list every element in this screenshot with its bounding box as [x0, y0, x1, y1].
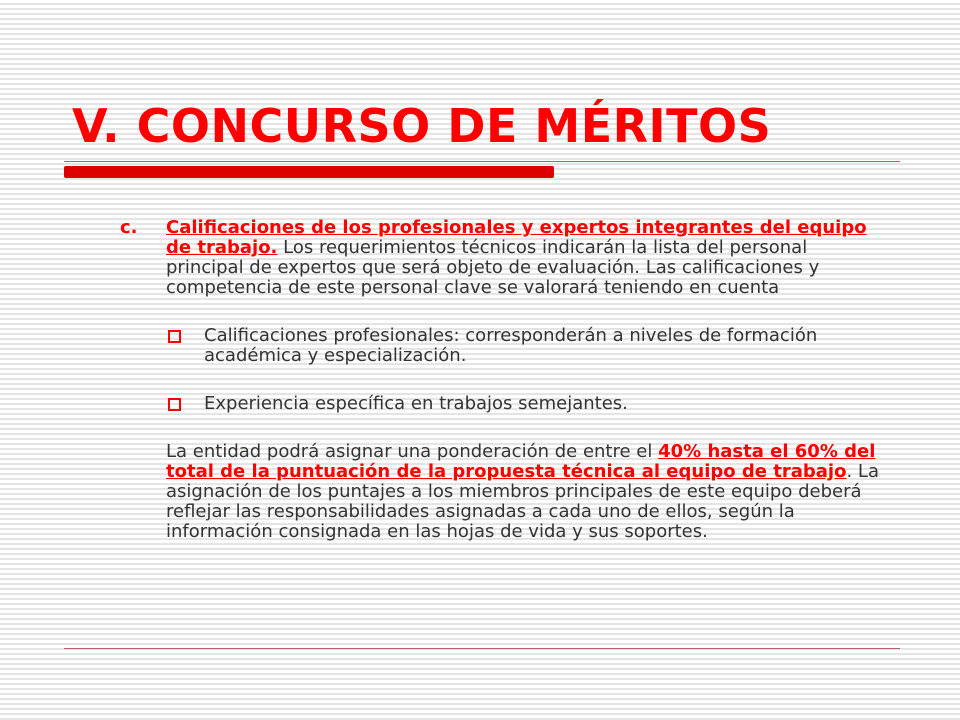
square-bullet-icon	[168, 398, 181, 411]
slide-title: V. CONCURSO DE MÉRITOS	[72, 99, 772, 153]
title-accent-bar	[64, 166, 554, 178]
paragraph-highlight: 40% hasta el 60% del total de la puntuación de la propuesta técnica al equipo de trabajo	[166, 441, 876, 482]
bottom-divider-line	[64, 648, 900, 649]
item-c-text: Los requerimientos técnicos indicarán la lista del personal principal de expertos que será objeto de evaluación. Las calificaciones y competencia de este personal clave se valorará teniendo en cuenta	[166, 237, 820, 298]
paragraph-text-after: . La asignación de los puntajes a los miembros principales de este equipo deberá reflejar las responsabilidades asignadas a cada uno de ellos, según la información consignada en las hojas de vida y sus soportes.	[166, 461, 879, 542]
list-marker-c: c.	[120, 217, 138, 238]
bullet-text: Experiencia específica en trabajos semejantes.	[204, 393, 628, 414]
slide-content	[120, 218, 890, 542]
item-c-heading: Calificaciones de los profesionales y expertos integrantes del equipo de trabajo.	[166, 217, 867, 258]
list-item-c	[120, 218, 890, 298]
paragraph-text-before: La entidad podrá asignar una ponderación de entre el	[166, 441, 659, 462]
title-divider-line	[64, 161, 900, 162]
square-bullet-icon	[168, 330, 181, 343]
bullet-text: Calificaciones profesionales: corresponderán a niveles de formación académica y especialización.	[204, 325, 818, 366]
closing-paragraph	[120, 442, 890, 542]
bullet-item-experience	[120, 394, 890, 414]
bullet-item-qualifications	[120, 326, 890, 366]
